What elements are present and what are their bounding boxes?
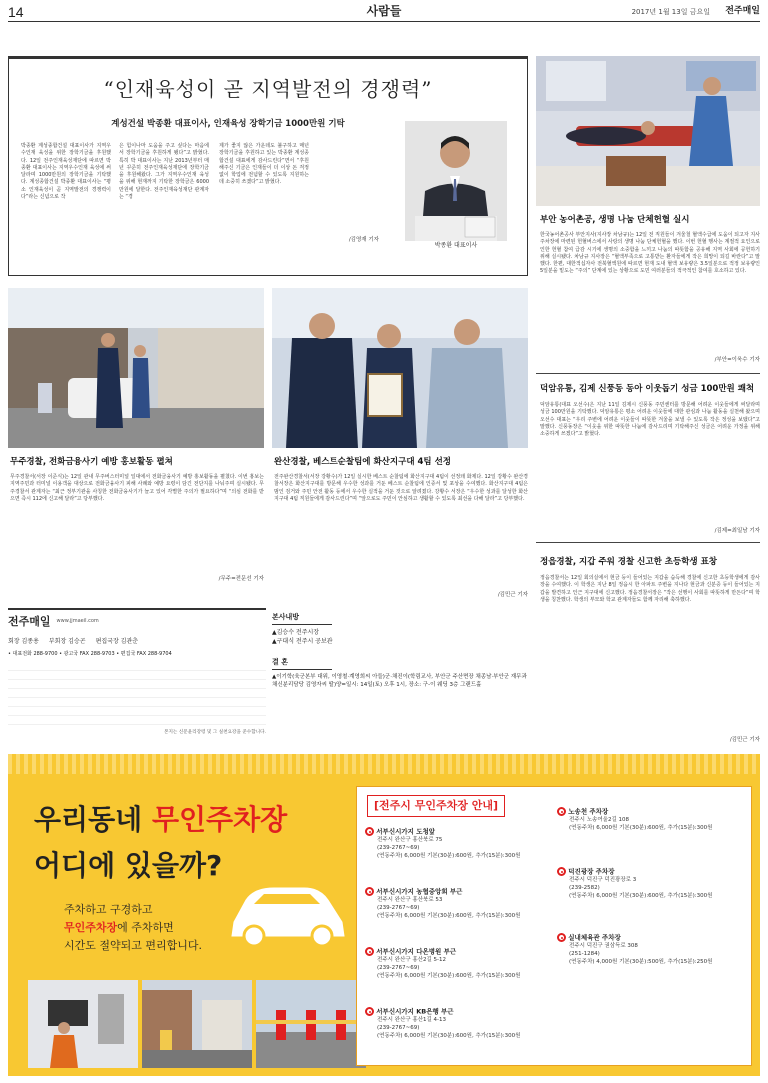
school-body: 정읍경찰서는 12일 회의실에서 현금 등이 들어있는 지갑을 습득해 경찰에 신고한 초등학생에게 감사장을 수여했다. 이 학생은 지난 8일 정읍시 한 아파트 주변을 지나다 현금과 신분증 등이 들어있는 지갑을 발견하고 인근 지구대에 신고했다. 정읍경찰서장은 “작은 선행이 사회를 따뜻하게 만든다”며 학생을 칭찬했다. 학생의 부모와 학교 관계자들도 함께 자리해 축하했다. — [540, 575, 760, 603]
parking-lot: 서부신시가지 농협중앙회 부근 전주시 완산구 홍산북로 53 (239-2767~69) (연동주차) 6,000원 기본(30분):600원, 추가(15분):300원 — [365, 887, 555, 947]
announcements — [272, 612, 528, 690]
visit-line-1: ▲김승수 전주시장 — [272, 629, 320, 637]
masthead-ceo: 회장 김종용 — [8, 637, 39, 645]
page-header — [8, 0, 760, 22]
map-pin-icon — [557, 807, 566, 816]
issue-date: 2017년 1월 13일 금요일 — [631, 8, 710, 16]
parking-lot: 덕진광장 주차장 전주시 덕진구 덕진광장로 3 (239-2582) (연동주차) 6,000원 기본(30분):600원, 추가(15분):300원 — [557, 867, 747, 933]
page-number: 14 — [8, 4, 24, 20]
blood-byline: /부안=이욱수 기자 — [714, 357, 760, 363]
blood-title: 부안 농어촌공, 생명 나눔 단체헌혈 실시 — [540, 215, 690, 225]
map-pin-icon — [365, 947, 374, 956]
parking-lot: 서부신시가지 도청앞 전주시 완산구 홍산북로 75 (239-2767~69) (연동주차) 6,000원 기본(30분):600원, 추가(15분):300원 — [365, 827, 555, 887]
ad-sub-2: 무인주차장에 주차하면 — [64, 921, 174, 934]
visit-line-2: ▲구대식 전주시 공보관 — [272, 637, 333, 645]
masthead-ed: 편집국장 김관춘 — [95, 637, 139, 645]
section-title: 사람들 — [366, 4, 402, 18]
parking-lot-box — [356, 786, 752, 1066]
wansan-byline: /김민근 기자 — [497, 592, 528, 598]
mujoo-byline: /무주=전문선 기자 — [218, 576, 264, 582]
box-title: [전주시 무인주차장 안내] — [367, 795, 505, 817]
donation-body: 덕암유통(대표 오선수)은 지난 11일 김제시 신풍동 주민센터를 방문해 어려운 이웃들에게 써달라며 성금 100만원을 기탁했다. 덕암유통은 평소 어려운 이웃들에 대한 관심과 나눔 활동을 실천해 왔으며 오선수 대표는 “우리 주변에 어려운 이웃들이 따뜻한 겨울을 보낼 수 있도록 작은 정성을 보탰다”고 말했다. 신풍동장은 “이웃을 위한 따뜻한 나눔에 감사드리며 기탁해주신 성금은 어려운 가정을 위해 소중하게 쓰겠다”고 밝혔다. — [540, 402, 760, 437]
map-pin-icon — [557, 867, 566, 876]
masthead-name: 전주매일 — [8, 615, 51, 628]
feature-headline: “인재육성이 곧 지역발전의 경쟁력” — [103, 77, 433, 101]
portrait-caption: 박종환 대표이사 — [434, 242, 478, 249]
ad-sub-3: 시간도 절약되고 편리합니다. — [64, 939, 203, 952]
car-icon — [224, 872, 354, 955]
feature-byline: /김영재 기자 — [348, 237, 379, 243]
masthead-footer: 본지는 신문윤리강령 및 그 실천요강을 준수합니다. — [164, 729, 266, 735]
map-pin-icon — [365, 887, 374, 896]
masthead-pub: 부회장 김승곤 — [48, 637, 86, 645]
portrait-photo — [405, 121, 507, 241]
ad-headline-2: 어디에 있을까? — [34, 849, 223, 882]
ad-photo-1 — [28, 980, 138, 1068]
masthead-table — [8, 662, 266, 730]
blood-donation-photo — [536, 56, 760, 206]
school-title: 정읍경찰, 지갑 주워 경찰 신고한 초등학생 표창 — [540, 557, 717, 567]
newspaper-name: 전주매일 — [725, 6, 760, 16]
visit-header: 본사내방 — [272, 612, 332, 625]
ad-sub-1: 주차하고 구경하고 — [64, 903, 153, 916]
wansan-body: 전주완산경찰서(서장 강황수)가 12일 실시한 베스트 순찰팀에 화산지구대 4팀이 선정돼 화제다. 12일 강황수 완산경찰서장은 화산지구대를 방문해 우수한 성과를 거둔 베스트 순찰팀에 인증서 및 포상을 수여했다. 화산지구대 4팀은 범인 검거와 주민 안전 활동 등에서 우수한 실적을 거둔 것으로 알려졌다. 강황수 서장은 “우수한 성과를 달성한 화산지구대 4팀 직원들에게 감사드린다”며 “앞으로도 주민이 안심하고 생활할 수 있도록 최선을 다해 달라”고 당부했다. — [274, 474, 528, 502]
lot-column-right — [557, 807, 747, 993]
parking-ad — [8, 754, 760, 1076]
feature-article — [8, 56, 528, 276]
ad-photo-2 — [142, 980, 252, 1068]
donation-title: 덕암유통, 김제 신풍동 동아 이웃돕기 성금 100만원 쾌척 — [540, 384, 755, 394]
ad-headline-1: 우리동네 무인주차장 — [34, 803, 288, 836]
wansan-police-photo — [272, 288, 528, 448]
lot-column-left — [365, 827, 555, 1067]
masthead — [8, 608, 266, 742]
masthead-tel: • 대표전화 288-9700 • 광고국 FAX 288-9703 • 편집국 FAX 288-9704 — [8, 650, 172, 657]
mujoo-title: 무주경찰, 전화금융사기 예방 홍보활동 펼쳐 — [10, 457, 173, 467]
feature-col-1: 박종환 계성종합건설 대표이사가 지역우수인재 육성을 위한 장학기금을 후원했다. 12일 전주인재육성재단에 따르면 박종환 대표이사는 지역우수인재 육성에 써 달라며 1000만원의 장학기금을 기탁했다. 계성종합건설 박종환 대표이사는 “평소 인재육성이 곧 지역발전의 경쟁력이다”라는 신념으로 작 — [21, 143, 111, 200]
wedding-header: 결 혼 — [272, 657, 332, 670]
feature-col-3: 제가 좋지 않은 가운데도 불구하고 매년 장학기금을 후원하고 있는 박종환 계성종합건설 대표에게 감사드린다”면서 “후원해주신 기금은 인재들이 더 이상 돈 걱정 없이 학업에 전념할 수 있도록 지원하는 데 소중히 쓰겠다”고 밝혔다. — [219, 143, 309, 186]
feature-subhead: 계성건설 박종환 대표이사, 인재육성 장학기금 1000만원 기탁 — [111, 119, 345, 129]
map-pin-icon — [365, 827, 374, 836]
feature-col-2: 은 힘이나마 도움을 주고 싶다는 마음에서 장학기금을 후원하게 됐다”고 밝혔다. 특히 박 대표이사는 지난 2013년부터 매년 꾸준히 전주인재육성재단에 장학기금을 후원해왔다. 그가 지역우수인재 육성을 위해 현재까지 기탁한 장학금은 6000만원에 달한다. 전주인재육성재단 관계자는 “경 — [119, 143, 209, 200]
masthead-web[interactable]: www.jjmaeil.com — [56, 618, 99, 625]
donation-byline: /김제=최일남 기자 — [714, 528, 760, 534]
wansan-title: 완산경찰, 베스트순찰팀에 화산지구대 4팀 선정 — [274, 457, 451, 467]
map-pin-icon — [365, 1007, 374, 1016]
parking-lot: 서부신시가지 다온병원 부근 전주시 완산구 홍산2길 5-12 (239-2767~69) (연동주차) 6,000원 기본(30분):600원, 추가(15분):300원 — [365, 947, 555, 1007]
wedding-line: ▲이기학(육군본부 대위, 이영철·계영희씨 아들)군·채진이(학림교사, 부안군 주산면장 채종남·부안군 재무과 채신분리담당 김영자씨 딸)양=일시: 14일(토) 오후 1시, 장소: 구-이 웨딩 3층 그랜드홀 — [272, 673, 527, 688]
mujoo-police-photo — [8, 288, 264, 448]
ad-headline-highlight: 무인주차장 — [151, 803, 288, 836]
parking-lot: 서부신시가지 KB은행 부근 전주시 완산구 홍산1길 4-13 (239-2767~69) (연동주차) 6,000원 기본(30분):600원, 추가(15분):300원 — [365, 1007, 555, 1067]
ad-photo-3 — [256, 980, 366, 1068]
parking-lot: 실내체육관 주차장 전주시 덕진구 권삼득로 308 (251-1284) (연동주차) 4,000원 기본(30분):500원, 추가(15분):250원 — [557, 933, 747, 993]
school-byline: /김민근 기자 — [729, 737, 760, 743]
map-pin-icon — [557, 933, 566, 942]
mujoo-body: 무주경찰서(서장 이준식)는 12일 관내 무주버스터미널 일대에서 전화금융사기 예방 홍보활동을 펼쳤다. 이번 홍보는 지역주민과 터미널 이용객을 대상으로 전화금융사기 피해 사례와 예방 요령이 담긴 전단지를 나눠주며 실시됐다. 무주경찰서 관계자는 “최근 정부기관을 사칭한 전화금융사기가 늘고 있어 각별한 주의가 필요하다”며 “의심 전화를 받으면 즉시 112에 신고해 달라”고 당부했다. — [10, 474, 264, 502]
blood-body: 한국농어촌공사 부안지사(지사장 차남규)는 12일 전 직원들이 겨울철 혈액수급에 도움이 되고자 지사 주차장에 마련된 헌혈버스에서 사랑의 생명 나눔 단체헌혈을 했다. 이번 헌혈 행사는 계절적 요인으로 인한 헌혈 참여 급감 시기에 생명의 소중함을 느끼고 나눔의 따뜻함을 공유해 지역 사회에 공헌하기 위해 실시됐다. 차남규 지사장은 “혈액부족으로 고통받는 환자들에게 작은 희망이 되길 바란다”고 말했다. 한편, 대한적십자사 전북혈액원에 따르면 현재 도내 혈액 보유량은 3.5일분으로 적정 보유량인 5일분을 밑도는 “주의” 단계에 있는 상황으로 도민 여러분들의 적극적인 참여를 호소하고 있다. — [540, 232, 760, 275]
parking-lot: 노송천 주차장 전주시 노송여울2길 108 (연동주차) 6,000원 기본(30분):600원, 추가(15분):300원 — [557, 807, 747, 867]
